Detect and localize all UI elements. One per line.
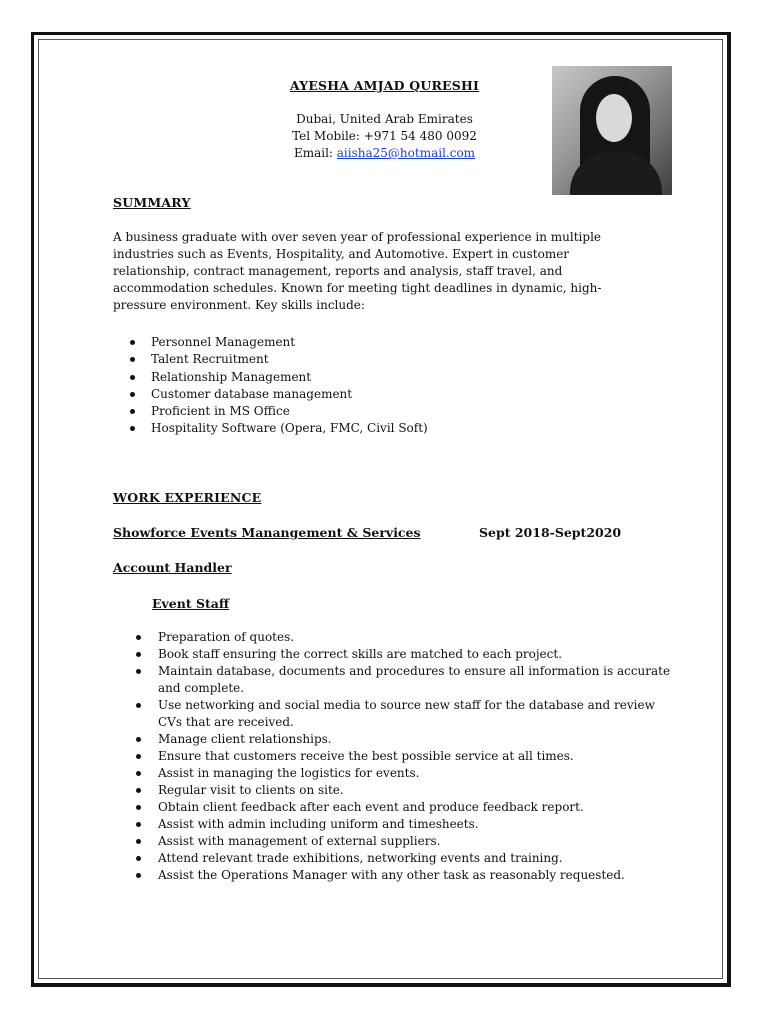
- email-line: [252, 145, 517, 162]
- list-item: Assist with management of external suppliers.: [158, 833, 678, 850]
- phone: Tel Mobile: +971 54 480 0092: [292, 129, 477, 143]
- list-item: Personnel Management: [151, 334, 428, 351]
- list-item: Assist in managing the logistics for events.: [158, 765, 678, 782]
- contact-header: [252, 77, 517, 162]
- job-title: Account Handler: [113, 560, 232, 575]
- employment-dates: Sept 2018-Sept2020: [479, 525, 622, 540]
- job-subtitle: Event Staff: [152, 596, 230, 611]
- list-item: Regular visit to clients on site.: [158, 782, 678, 799]
- list-item: Obtain client feedback after each event and produce feedback report.: [158, 799, 678, 816]
- skills-list: [113, 334, 428, 438]
- work-experience-heading: WORK EXPERIENCE: [113, 490, 262, 505]
- list-item: Use networking and social media to source new staff for the database and review CVs that are received.: [158, 697, 678, 731]
- photo-face: [596, 94, 632, 142]
- email-label: Email:: [293, 146, 337, 160]
- email-link[interactable]: aiisha25@hotmail.com: [336, 146, 476, 160]
- list-item: Attend relevant trade exhibitions, networking events and training.: [158, 850, 678, 867]
- list-item: Proficient in MS Office: [151, 403, 428, 420]
- list-item: Book staff ensuring the correct skills are matched to each project.: [158, 646, 678, 663]
- duties-list: [120, 629, 678, 884]
- list-item: Customer database management: [151, 386, 428, 403]
- list-item: Relationship Management: [151, 369, 428, 386]
- location: Dubai, United Arab Emirates: [296, 112, 473, 126]
- list-item: Manage client relationships.: [158, 731, 678, 748]
- candidate-name: AYESHA AMJAD QURESHI: [289, 78, 480, 93]
- list-item: Assist with admin including uniform and timesheets.: [158, 816, 678, 833]
- list-item: Ensure that customers receive the best possible service at all times.: [158, 748, 678, 765]
- profile-photo: [552, 66, 672, 195]
- company-name: Showforce Events Manangement & Services: [113, 525, 421, 540]
- list-item: Talent Recruitment: [151, 351, 428, 368]
- summary-heading: SUMMARY: [113, 195, 191, 210]
- list-item: Assist the Operations Manager with any other task as reasonably requested.: [158, 867, 678, 884]
- list-item: Hospitality Software (Opera, FMC, Civil Soft): [151, 420, 428, 437]
- summary-paragraph: A business graduate with over seven year of professional experience in multiple industries such as Events, Hospitality, and Automotive. Expert in customer relationship, contract management, reports and analysis, staff travel, and accommodation schedules. Known for meeting tight deadlines in dynamic, high-pressure environment. Key skills include:: [113, 230, 602, 312]
- list-item: Preparation of quotes.: [158, 629, 678, 646]
- list-item: Maintain database, documents and procedures to ensure all information is accurate and complete.: [158, 663, 678, 697]
